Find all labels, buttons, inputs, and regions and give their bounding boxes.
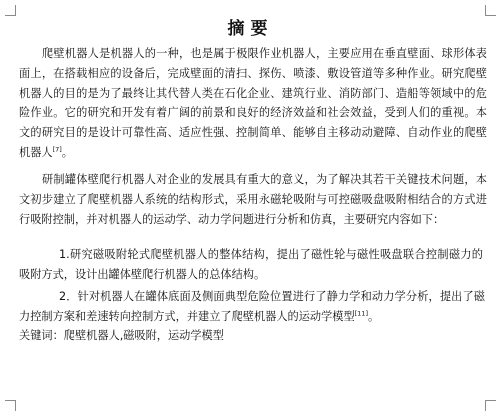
abstract-paragraph-3[interactable] (19, 245, 483, 285)
abstract-paragraph-1[interactable] (19, 44, 487, 163)
paragraph-text: 1.研究磁吸附轮式爬壁机器人的整体结构，提出了磁性轮与磁性吸盘联合控制磁力的吸附方式，设计出罐体壁爬行机器人的总体结构。 (19, 248, 483, 281)
paragraph-text: 2．针对机器人在罐体底面及侧面典型危险位置进行了静力学和动力学分析，提出了磁力控制方案和差速转向控制方式，并建立了爬壁机器人的运动学模型 (19, 290, 485, 323)
paragraph-text: 研制罐体壁爬行机器人对企业的发展具有重大的意义，为了解决其若干关键技术问题，本文初步建立了爬壁机器人系统的结构形式，采用永磁轮吸附与可控磁吸盘吸附相结合的方式进行吸附控制，并对机器人的运动学、动力学问题进行分析和仿真，主要研究内容如下： (19, 173, 487, 226)
page-corner-mark-top-right (485, 5, 496, 16)
abstract-paragraph-2[interactable] (19, 170, 487, 229)
keywords-line[interactable]: 关键词：爬壁机器人,磁吸附，运动学模型 (19, 329, 224, 342)
abstract-title: 摘要 (227, 19, 274, 39)
paragraph-tail: 。 (367, 309, 380, 323)
abstract-paragraph-4[interactable] (19, 287, 485, 327)
citation-ref: [11] (354, 309, 368, 318)
page-corner-mark-bottom-left (5, 400, 16, 411)
page-corner-mark-bottom-right (485, 400, 496, 411)
paragraph-text: 爬壁机器人是机器人的一种，也是属于极限作业机器人，主要应用在垂直壁面、球形体表面上，在搭载相应的设备后，完成壁面的清扫、探伤、喷漆、敷设管道等多种作业。研究爬壁机器人的目的是为了最终让其代替人类在石化企业、建筑行业、消防部门、造船等领域中的危险作业。它的研究和开发有着广阔的前景和良好的经济效益和社会效益，受到人们的重视。本文的研究目的是设计可靠性高、适应性强、控制简单、能够自主移动动避障、自动作业的爬壁机器人 (19, 47, 487, 159)
citation-ref: [7] (52, 145, 62, 154)
paragraph-tail: 。 (61, 145, 73, 159)
page-corner-mark-top-left (5, 5, 16, 16)
